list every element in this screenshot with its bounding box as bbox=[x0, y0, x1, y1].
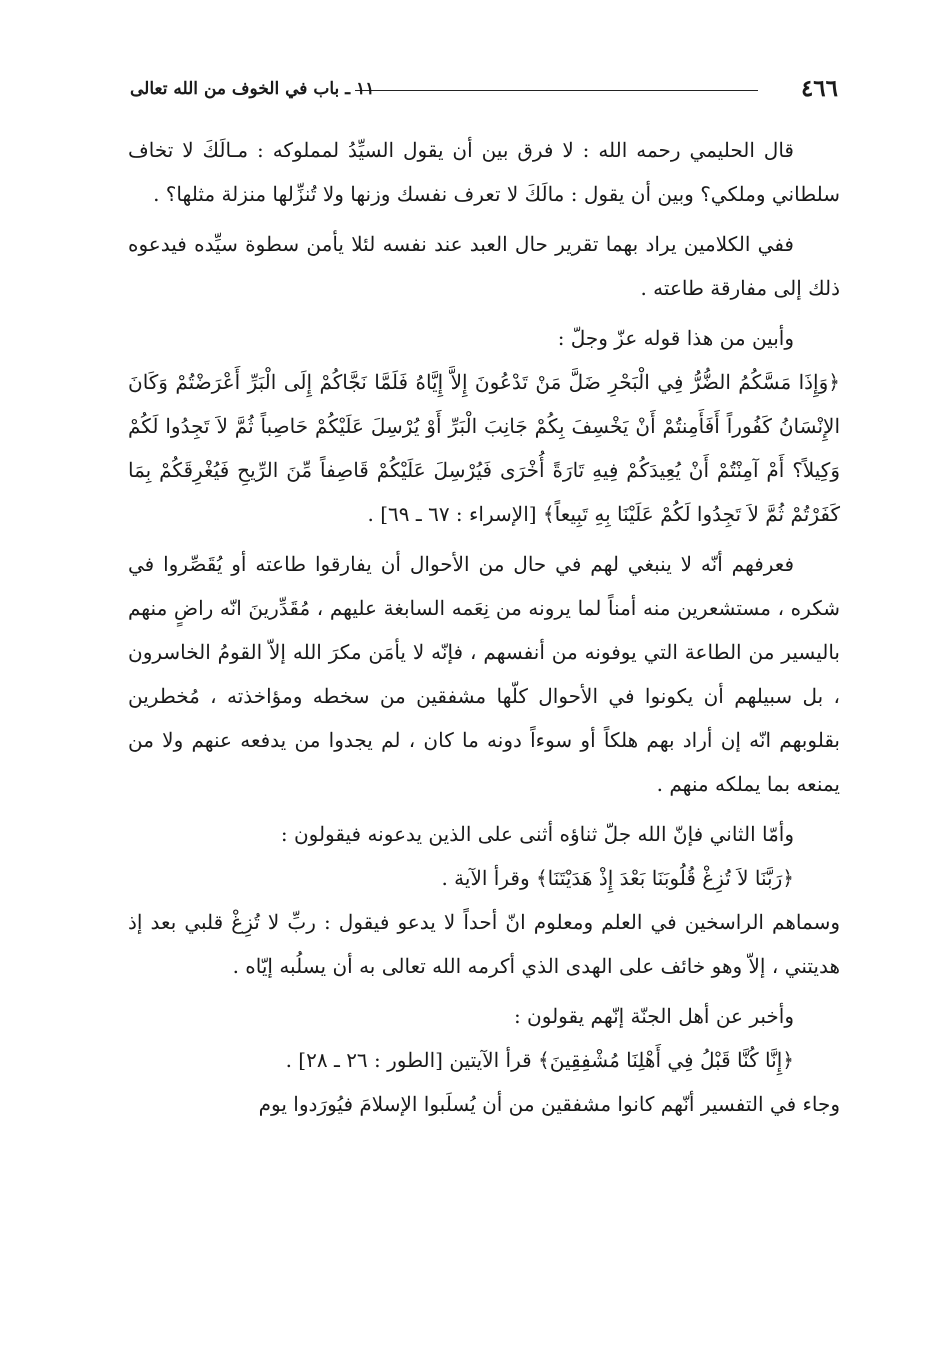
quran-verse-isra: ﴿وَإِذَا مَسَّكُمُ الضُّرُّ فِي الْبَحْرِ ضَلَّ مَنْ تَدْعُونَ إِلاَّ إِيَّاهُ فَلَمَّا نَجَّاكُمْ إِلَى الْبَرِّ أَعْرَضْتُمْ وَكَانَ الإِنْسَانُ كَفُوراً أَفَأَمِنتُمْ أَنْ يَخْسِفَ بِكُمْ جَانِبَ الْبَرِّ أَوْ يُرْسِلَ عَلَيْكُمْ حَاصِباً ثُمَّ لاَ تَجِدُوا لَكُمْ وَكِيلاً؟ أَمْ آمِنْتُمْ أَنْ يُعِيدَكُمْ فِيهِ تَارَةً أُخْرَى فَيُرْسِلَ عَلَيْكُمْ قَاصِفاً مِّنَ الرِّيحِ فَيُغْرِقَكُمْ بِمَا كَفَرْتُمْ ثُمَّ لاَ تَجِدُوا لَكُمْ عَلَيْنَا بِهِ تَبِيعاً﴾ [الإسراء : ٦٧ ـ ٦٩] . bbox=[128, 370, 840, 526]
page-body bbox=[128, 128, 840, 1132]
page-number: ٤٦٦ bbox=[800, 75, 838, 102]
header-rule bbox=[355, 90, 758, 91]
paragraph-kalamayn: ففي الكلامين يراد بهما تقرير حال العبد عند نفسه لئلا يأمن سطوة سيِّده فيدعوه ذلك إلى مفارقة طاعته . bbox=[128, 232, 840, 300]
paragraph-rasikhun: وسماهم الراسخين في العلم ومعلوم انّ أحداً لا يدعو فيقول : ربِّ لا تُزِغْ قلبي بعد إذ هديتني ، إلاّ وهو خائف على الهدى الذي أكرمه الله تعالى به أن يسلُبه إيّاه . bbox=[128, 910, 840, 978]
paragraph-halimi: قال الحليمي رحمه الله : لا فرق بين أن يقول السيِّدُ لمملوكه : مـالَكَ لا تخاف سلطاني وملكي؟ وبين أن يقول : مالَكَ لا تعرف نفسك وزنها ولا تُنزِّلها منزلة مثلها؟ . bbox=[128, 138, 840, 206]
quran-verse-rabbana: ﴿رَبَّنَا لاَ تُزِغْ قُلُوبَنَا بَعْدَ إِذْ هَدَيْتَنَا﴾ وقرأ الآية . bbox=[441, 866, 794, 890]
running-title: ١١ ـ باب في الخوف من الله تعالى bbox=[130, 79, 375, 99]
paragraph-explanation: فعرفهم أنّه لا ينبغي لهم في حال من الأحوال أن يفارقوا طاعته أو يُقَصِّروا في شكره ، مستشعرين منه أمناً لما يرونه من نِعَمه السابغة عليهم ، مُقَدِّرينَ انّه راضٍ منهم باليسير من الطاعة التي يوفونه من أنفسهم ، فإنّه لا يأمَن مكرَ الله إلاّ القومُ الخاسرون ، بل سبيلهم أن يكونوا في الأحوال كلّها مشفقين من سخطه ومؤاخذته ، مُخطرين بقلوبهم انّه إن أراد بهم هلكاً أو سوءاً دونه ما كان ، لم يجدوا من يدفعه عنهم ولا من يمنعه بما يملكه منهم . bbox=[128, 552, 841, 796]
paragraph-tafsir: وجاء في التفسير أنّهم كانوا مشفقين من أن يُسلَبوا الإسلامَ فيُورَدوا يوم bbox=[258, 1092, 840, 1116]
paragraph-intro-verse: وأبين من هذا قوله عزّ وجلّ : bbox=[557, 326, 794, 350]
page-header bbox=[130, 74, 838, 104]
paragraph-second: وأمّا الثاني فإنّ الله جلّ ثناؤه أثنى على الذين يدعونه فيقولون : bbox=[280, 822, 794, 846]
paragraph-ahl-al-janna: وأخبر عن أهل الجنّة إنّهم يقولون : bbox=[513, 1004, 794, 1028]
quran-verse-tur: ﴿إِنَّا كُنَّا قَبْلُ فِي أَهْلِنَا مُشْفِقِينَ﴾ قرأ الآيتين [الطور : ٢٦ ـ ٢٨] . bbox=[285, 1048, 794, 1072]
